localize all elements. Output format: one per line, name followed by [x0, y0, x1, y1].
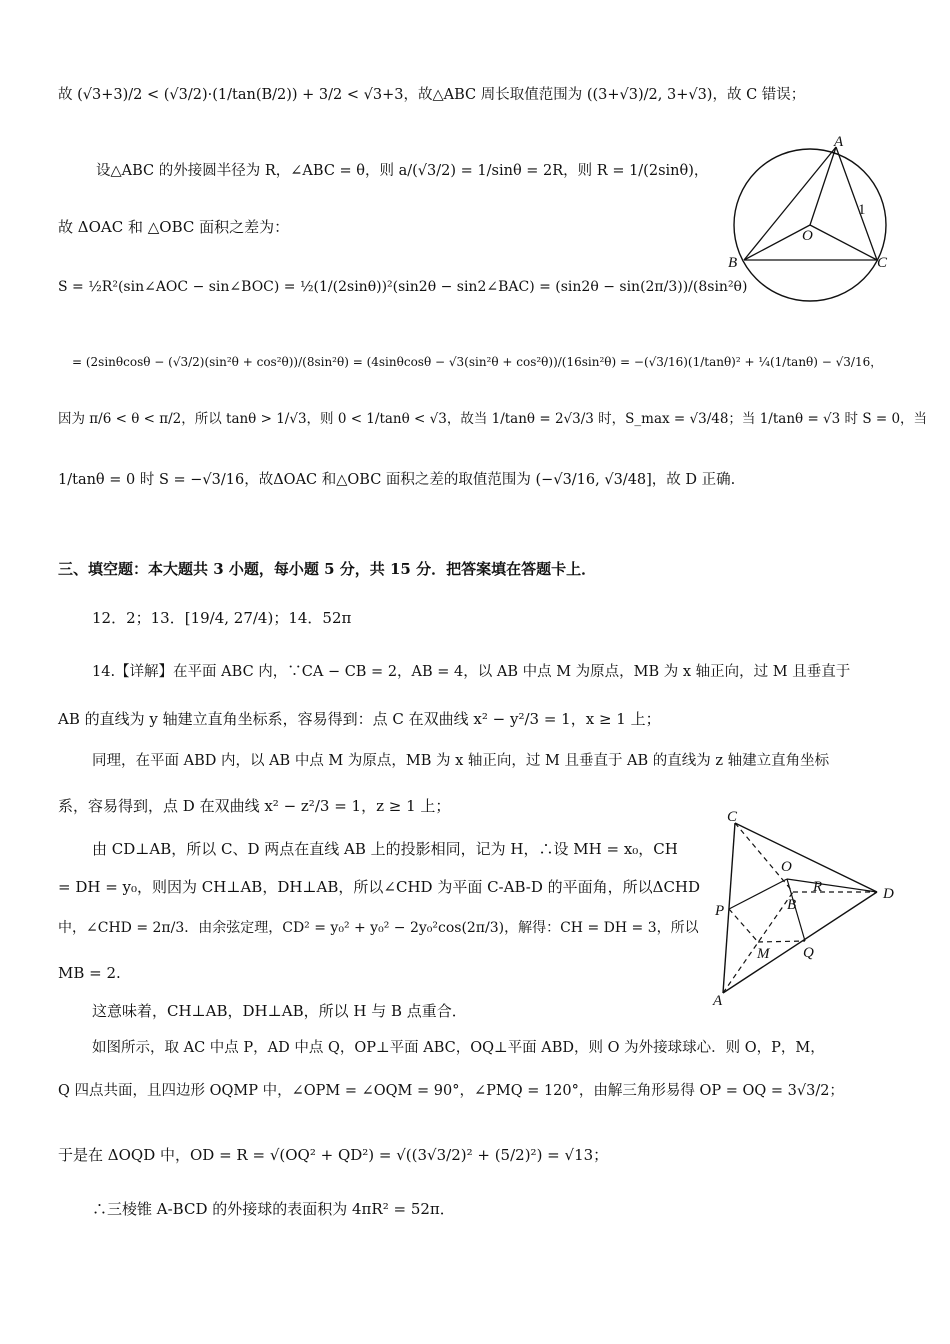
edge-ca [723, 823, 735, 993]
label-p: P [715, 903, 725, 919]
label-c: C [877, 255, 888, 271]
label-a: A [834, 134, 844, 150]
detail-line-8: MB = 2. [58, 964, 121, 982]
text-line-3: 故 ΔOAC 和 △OBC 面积之差为： [58, 218, 290, 236]
segment-pm [729, 909, 758, 942]
label-m: M [757, 946, 770, 962]
side-ab [744, 147, 836, 260]
segment-oa [810, 147, 836, 225]
detail-line-10: 如图所示，取 AC 中点 P，AD 中点 Q，OP⊥平面 ABC，OQ⊥平面 ABD，则 O 为外接球球心．则 O，P，M， [92, 1040, 825, 1056]
edge-cb [735, 823, 793, 892]
label-b: B [728, 255, 738, 271]
circumcircle-figure [722, 130, 902, 320]
answers-line: 12．2；13．[19/4, 27/4)；14．52π [92, 609, 352, 627]
detail-line-5: 由 CD⊥AB，所以 C、D 两点在直线 AB 上的投影相同，记为 H，∴设 MH = x₀，CH [92, 840, 678, 858]
detail-line-3: 同理，在平面 ABD 内，以 AB 中点 M 为原点，MB 为 x 轴正向，过 M 且垂直于 AB 的直线为 z 轴建立直角坐标 [92, 753, 830, 769]
label-q: Q [803, 945, 814, 961]
segment-mq [758, 941, 805, 942]
formula-line-s: S = ½R²(sin∠AOC − sin∠BOC) = ½(1/(2sinθ))²(sin2θ − sin2∠BAC) = (sin2θ − sin(2π/3))/(8sin²θ) [58, 279, 748, 295]
detail-line-7: 中，∠CHD = 2π/3．由余弦定理，CD² = y₀² + y₀² − 2y₀²cos(2π/3)，解得：CH = DH = 3，所以 [58, 920, 699, 936]
label-b: B [787, 897, 797, 913]
detail-line-1: 14.【详解】在平面 ABC 内，∵CA − CB = 2，AB = 4，以 AB 中点 M 为原点，MB 为 x 轴正向，过 M 且垂直于 [92, 664, 851, 680]
label-r: R [813, 879, 823, 895]
detail-line-13: ∴三棱锥 A-BCD 的外接球的表面积为 4πR² = 52π． [92, 1200, 455, 1218]
segment-ob [744, 225, 810, 260]
detail-line-11: Q 四点共面，且四边形 OQMP 中，∠OPM = ∠OQM = 90°，∠PMQ = 120°，由解三角形易得 OP = OQ = 3√3/2； [58, 1083, 844, 1099]
label-side: 1 [858, 202, 866, 218]
label-c: C [727, 809, 738, 825]
detail-line-4: 系，容易得到，点 D 在双曲线 x² − z²/3 = 1，z ≥ 1 上； [58, 797, 451, 815]
detail-line-2: AB 的直线为 y 轴建立直角坐标系，容易得到：点 C 在双曲线 x² − y²/3 = 1，x ≥ 1 上； [58, 710, 661, 728]
text-line-conclusion: 1/tanθ = 0 时 S = −√3/16，故ΔOAC 和△OBC 面积之差的取值范围为 (−√3/16, √3/48]，故 D 正确. [58, 472, 736, 488]
text-line-2: 设△ABC 的外接圆半径为 R，∠ABC = θ，则 a/(√3/2) = 1/sinθ = 2R，则 R = 1/(2sinθ)， [96, 163, 709, 179]
side-ac [836, 147, 877, 260]
text-line-range: 因为 π/6 < θ < π/2，所以 tanθ > 1/√3，则 0 < 1/tanθ < √3，故当 1/tanθ = 2√3/3 时，S_max = √3/48；当 1/tanθ = √3 时 S = 0，当 [58, 411, 928, 427]
formula-line-expanded: = (2sinθcosθ − (√3/2)(sin²θ + cos²θ))/(8sin²θ) = (4sinθcosθ − √3(sin²θ + cos²θ))/(16sin²θ) = −(√3/16)(1/tanθ)² + ¼(1/tanθ) − √3/16， [72, 355, 883, 369]
detail-line-6: = DH = y₀，则因为 CH⊥AB，DH⊥AB，所以∠CHD 为平面 C-AB-D 的平面角，所以ΔCHD [58, 878, 701, 896]
section-heading: 三、填空题：本大题共 3 小题，每小题 5 分，共 15 分．把答案填在答题卡上． [58, 560, 597, 578]
label-a: A [713, 993, 723, 1009]
detail-line-9: 这意味着，CH⊥AB，DH⊥AB，所以 H 与 B 点重合． [92, 1002, 467, 1020]
segment-po [729, 879, 787, 909]
label-d: D [883, 886, 894, 902]
label-o: O [781, 859, 792, 875]
segment-oc [810, 225, 877, 260]
edge-ad [723, 892, 877, 993]
tetrahedron-figure [705, 805, 905, 1015]
text-line-1: 故 (√3+3)/2 < (√3/2)·(1/tan(B/2)) + 3/2 < √3+3，故△ABC 周长取值范围为 ((3+√3)/2, 3+√3)，故 C 错误； [58, 87, 806, 103]
label-o: O [802, 228, 813, 244]
detail-line-12: 于是在 ΔOQD 中，OD = R = √(OQ² + QD²) = √((3√3/2)² + (5/2)²) = √13； [58, 1146, 609, 1164]
